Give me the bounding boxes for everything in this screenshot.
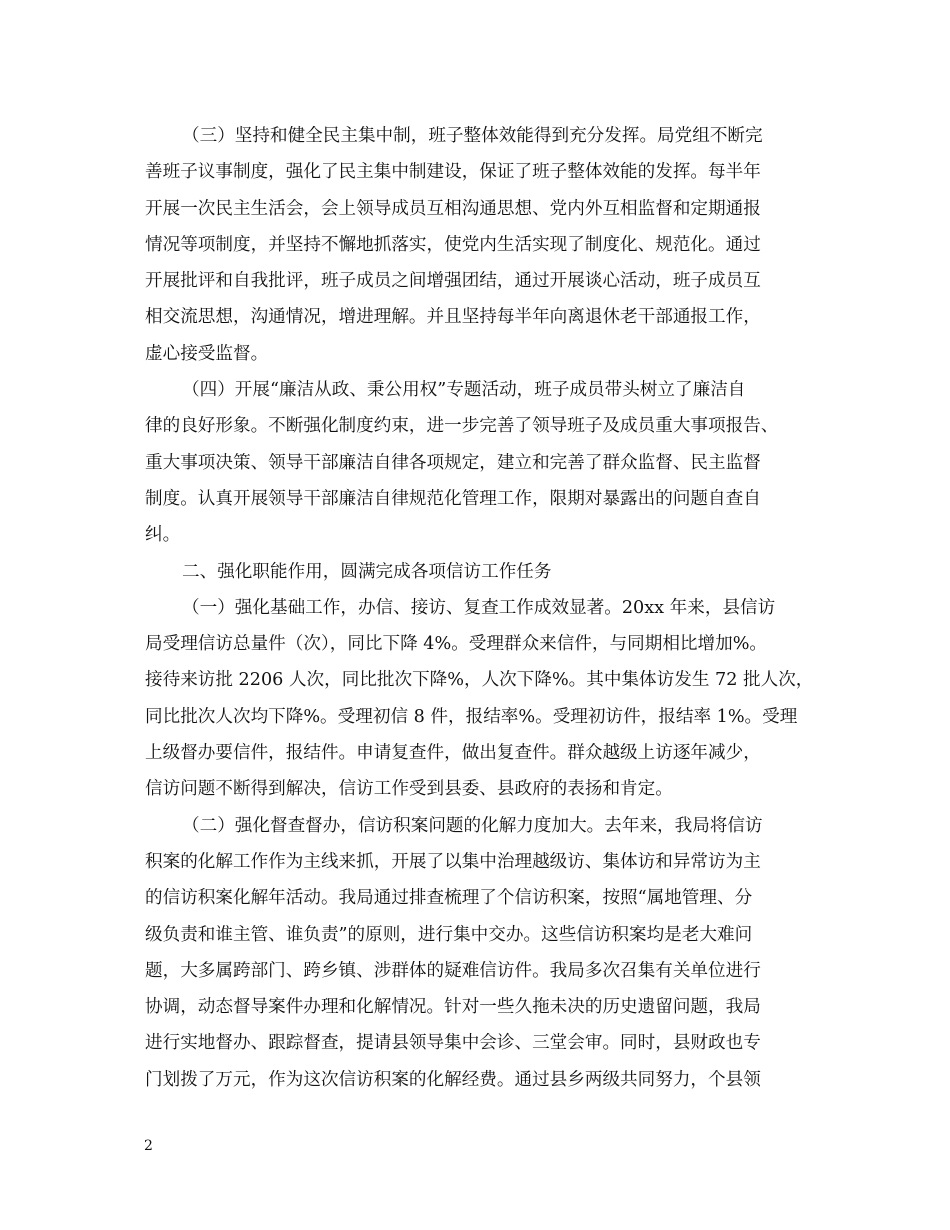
text-line: 情况等项制度，并坚持不懈地抓落实，使党内生活实现了制度化、规范化。通过 bbox=[145, 234, 761, 255]
page-number: 2 bbox=[144, 1138, 153, 1154]
text-line: 的信访积案化解年活动。我局通过排查梳理了个信访积案，按照“属地管理、分 bbox=[145, 888, 753, 909]
text-line: 重大事项决策、领导干部廉洁自律各项规定，建立和完善了群众监督、民主监督 bbox=[145, 452, 761, 473]
text-line: 积案的化解工作作为主线来抓，开展了以集中治理越级访、集体访和异常访为主 bbox=[145, 851, 761, 872]
heading-line: 二、强化职能作用，圆满完成各项信访工作任务 bbox=[182, 561, 552, 582]
text-line: 纠。 bbox=[145, 525, 181, 546]
text-line: 律的良好形象。不断强化制度约束，进一步完善了领导班子及成员重大事项报告、 bbox=[145, 416, 779, 437]
text-line: 局受理信访总量件（次），同比下降 4%。受理群众来信件，与同期相比增加%。 bbox=[145, 634, 768, 655]
text-line: 进行实地督办、跟踪督查，提请县领导集中会诊、三堂会审。同时，县财政也专 bbox=[145, 1033, 761, 1054]
text-line: （三）坚持和健全民主集中制，班子整体效能得到充分发挥。局党组不断完 bbox=[182, 126, 763, 146]
paragraph-3 bbox=[145, 118, 810, 372]
paragraph-4 bbox=[145, 372, 810, 553]
text-line: 开展批评和自我批评，班子成员之间增强团结，通过开展谈心活动，班子成员互 bbox=[145, 271, 761, 292]
text-line: 制度。认真开展领导干部廉洁自律规范化管理工作，限期对暴露出的问题自查自 bbox=[145, 488, 761, 509]
text-line: 开展一次民主生活会，会上领导成员互相沟通思想、党内外互相监督和定期通报 bbox=[145, 198, 761, 219]
text-line: 相交流思想，沟通情况，增进理解。并且坚持每半年向离退休老干部通报工作， bbox=[145, 307, 761, 328]
text-line: （一）强化基础工作，办信、接访、复查工作成效显著。20xx 年来，县信访 bbox=[182, 597, 776, 618]
text-line: 接待来访批 2206 人次，同比批次下降%，人次下降%。其中集体访发生 72 批人次， bbox=[145, 670, 814, 691]
text-line: 协调，动态督导案件办理和化解情况。针对一些久拖未决的历史遗留问题，我局 bbox=[145, 997, 761, 1018]
text-line: 上级督办要信件，报结件。申请复查件，做出复查件。群众越级上访逐年减少， bbox=[145, 743, 761, 764]
text-line: 级负责和谁主管、谁负责”的原则，进行集中交办。这些信访积案均是老大难问 bbox=[145, 924, 753, 945]
paragraph-2 bbox=[145, 808, 810, 1098]
text-line: 同比批次人次均下降%。受理初信 8 件，报结率%。受理初访件，报结率 1%。受理 bbox=[145, 706, 798, 727]
text-line: 信访问题不断得到解决，信访工作受到县委、县政府的表扬和肯定。 bbox=[145, 779, 673, 800]
document-body bbox=[145, 118, 814, 1098]
text-line: 虚心接受监督。 bbox=[145, 343, 269, 364]
text-line: 题，大多属跨部门、跨乡镇、涉群体的疑难信访件。我局多次召集有关单位进行 bbox=[145, 960, 761, 981]
text-line: 善班子议事制度，强化了民主集中制建设，保证了班子整体效能的发挥。每半年 bbox=[145, 162, 761, 183]
section-heading bbox=[145, 554, 810, 590]
paragraph-1 bbox=[145, 590, 814, 808]
text-line: （二）强化督查督办，信访积案问题的化解力度加大。去年来，我局将信访 bbox=[182, 815, 763, 836]
text-line: （四）开展“廉洁从政、秉公用权”专题活动，班子成员带头树立了廉洁自 bbox=[182, 380, 746, 401]
text-line: 门划拨了万元，作为这次信访积案的化解经费。通过县乡两级共同努力，个县领 bbox=[145, 1069, 761, 1090]
